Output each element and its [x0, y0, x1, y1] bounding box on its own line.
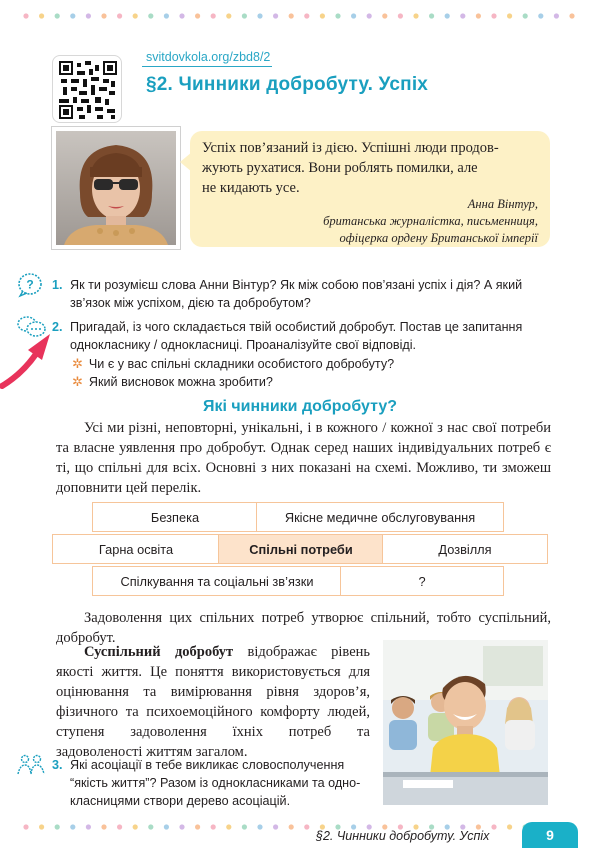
decorative-dot [382, 13, 387, 18]
decorative-dot [476, 13, 481, 18]
decorative-dot [133, 824, 138, 829]
decorative-dot [367, 13, 372, 18]
section-heading: Які чинники добробуту? [202, 398, 397, 415]
need-cell [256, 502, 504, 532]
decorative-dot [491, 13, 496, 18]
decorative-dot [101, 824, 106, 829]
decorative-dot [55, 13, 60, 18]
page-number: 9 [522, 822, 578, 848]
term: Суспільний добробут [84, 644, 234, 660]
decorative-dot [86, 13, 91, 18]
decorative-dot [304, 824, 309, 829]
paragraph [56, 642, 370, 762]
decorative-dot [398, 13, 403, 18]
decorative-dot [39, 824, 44, 829]
question-line: Як ти розумієш слова Анни Вінтур? Як між собою пов’язані успіх і дія? А який [70, 278, 523, 292]
sub-question [72, 373, 273, 391]
question-line: Пригадай, із чого складається твій особистий добробут. Постав це запитання [70, 320, 523, 334]
need-cell [92, 502, 258, 532]
decorative-dot [148, 824, 153, 829]
link-underline [142, 66, 272, 67]
quote-author [238, 196, 538, 247]
sun-bullet-icon: ✲ [72, 374, 83, 389]
decorative-dot [569, 13, 574, 18]
resource-link[interactable]: svitdovkola.org/zbd8/2 [146, 50, 271, 64]
page-title: §2. Чинники добробуту. Успіх [146, 74, 429, 95]
need-label: Гарна освіта [98, 541, 174, 557]
decorative-dot [460, 13, 465, 18]
author-name: Анна Вінтур, [467, 197, 538, 211]
quote-text [202, 138, 542, 198]
qr-code[interactable] [52, 55, 122, 123]
need-label: ? [418, 573, 426, 589]
decorative-dot [226, 13, 231, 18]
pointer-arrow-icon [0, 330, 58, 390]
decorative-dot [289, 824, 294, 829]
definition: відображає рівень якості життя. Це поняття використовується для оцінювання та вимірювання рівня здоров’я, фізичного та психоемоційного комфорту людей, ступеня задоволення їхніх потреб та задоволеності життям загалом. [56, 644, 370, 760]
decorative-dot [179, 824, 184, 829]
decorative-dot [117, 824, 122, 829]
question-number: 2. [52, 320, 63, 334]
decorative-dot [23, 824, 28, 829]
group-work-icon [16, 752, 46, 778]
paragraph: Усі ми різні, неповторні, унікальні, і в кожного / кожної з нас свої потреби та власне уявлення про добробут. Однак серед наших індивідуальних потреб є ті, що спільні для всіх. Основні з них показані на схемі. Можливо, ти зможеш доповнити цей перелік. [56, 420, 551, 496]
central-need-cell [218, 534, 384, 564]
need-cell [340, 566, 504, 596]
decorative-dot [257, 824, 262, 829]
decorative-dot [242, 824, 247, 829]
decorative-dot [39, 13, 44, 18]
footer-title: §2. Чинники добробуту. Успіх [316, 829, 490, 843]
question-line: зв’язок між успіхом, дією та добробутом? [70, 296, 311, 310]
sub-question [72, 355, 394, 373]
central-need-label: Спільні потреби [249, 541, 353, 557]
decorative-dot [70, 13, 75, 18]
decorative-dot [55, 824, 60, 829]
decorative-dot [445, 13, 450, 18]
need-label: Якісне медичне обслуговування [284, 509, 476, 525]
decorative-dot [70, 824, 75, 829]
quote-line: не кидають усе. [202, 180, 300, 196]
decorative-dot [211, 824, 216, 829]
decorative-dot [554, 13, 559, 18]
need-label: Спілкування та соціальні зв’язки [120, 573, 314, 589]
decorative-dot [195, 824, 200, 829]
quote-line: жують рухатися. Вони роблять помилки, але [202, 160, 478, 176]
decorative-dot [523, 13, 528, 18]
need-label: Дозвілля [438, 541, 492, 557]
decorative-dot [335, 13, 340, 18]
decorative-dot [257, 13, 262, 18]
decorative-dots-top [20, 12, 580, 20]
classroom-photo [383, 640, 548, 805]
paragraph: Задоволення цих спільних потреб утворює спільний, тобто суспільний, добробут. [56, 610, 551, 646]
need-cell [382, 534, 548, 564]
decorative-dot [226, 824, 231, 829]
decorative-dot [304, 13, 309, 18]
decorative-dot [273, 824, 278, 829]
decorative-dot [101, 13, 106, 18]
need-label: Безпека [150, 509, 200, 525]
decorative-dot [211, 13, 216, 18]
decorative-dot [273, 13, 278, 18]
decorative-dot [538, 13, 543, 18]
decorative-dot [164, 13, 169, 18]
decorative-dot [148, 13, 153, 18]
decorative-dot [289, 13, 294, 18]
decorative-dot [351, 13, 356, 18]
svg-text:?: ? [26, 277, 34, 292]
author-description: офіцерка ордену Британської імперії [339, 231, 538, 245]
decorative-dot [86, 824, 91, 829]
decorative-dot [242, 13, 247, 18]
sub-question-text: Який висновок можна зробити? [88, 375, 273, 389]
question-line: однокласнику / однокласниці. Проаналізуйте свої відповіді. [70, 338, 417, 352]
question-number: 1. [52, 278, 63, 292]
question-bubble-icon [16, 272, 46, 298]
decorative-dot [164, 824, 169, 829]
decorative-dot [507, 13, 512, 18]
qr-code-icon [59, 61, 117, 119]
question-line: “якість життя”? Разом із однокласниками та одно- [70, 776, 361, 790]
question-line: класницями створи дерево асоціацій. [70, 794, 291, 808]
decorative-dot [320, 13, 325, 18]
decorative-dot [23, 13, 28, 18]
decorative-dot [179, 13, 184, 18]
decorative-dot [507, 824, 512, 829]
author-description: британська журналістка, письменниця, [323, 214, 538, 228]
sun-bullet-icon: ✲ [72, 356, 83, 371]
need-cell [52, 534, 220, 564]
decorative-dot [429, 13, 434, 18]
decorative-dot [195, 13, 200, 18]
decorative-dots-bottom [20, 823, 580, 831]
decorative-dot [133, 13, 138, 18]
portrait-photo [52, 127, 180, 249]
decorative-dot [117, 13, 122, 18]
decorative-dot [413, 13, 418, 18]
sub-question-text: Чи є у вас спільні складники особистого добробуту? [88, 357, 395, 371]
question-line: Які асоціації в тебе викликає словосполучення [70, 758, 345, 772]
decorative-dot [491, 824, 496, 829]
need-cell [92, 566, 342, 596]
quote-line: Успіх пов’язаний із дією. Успішні люди продов- [202, 140, 499, 156]
question-number: 3. [52, 758, 63, 772]
